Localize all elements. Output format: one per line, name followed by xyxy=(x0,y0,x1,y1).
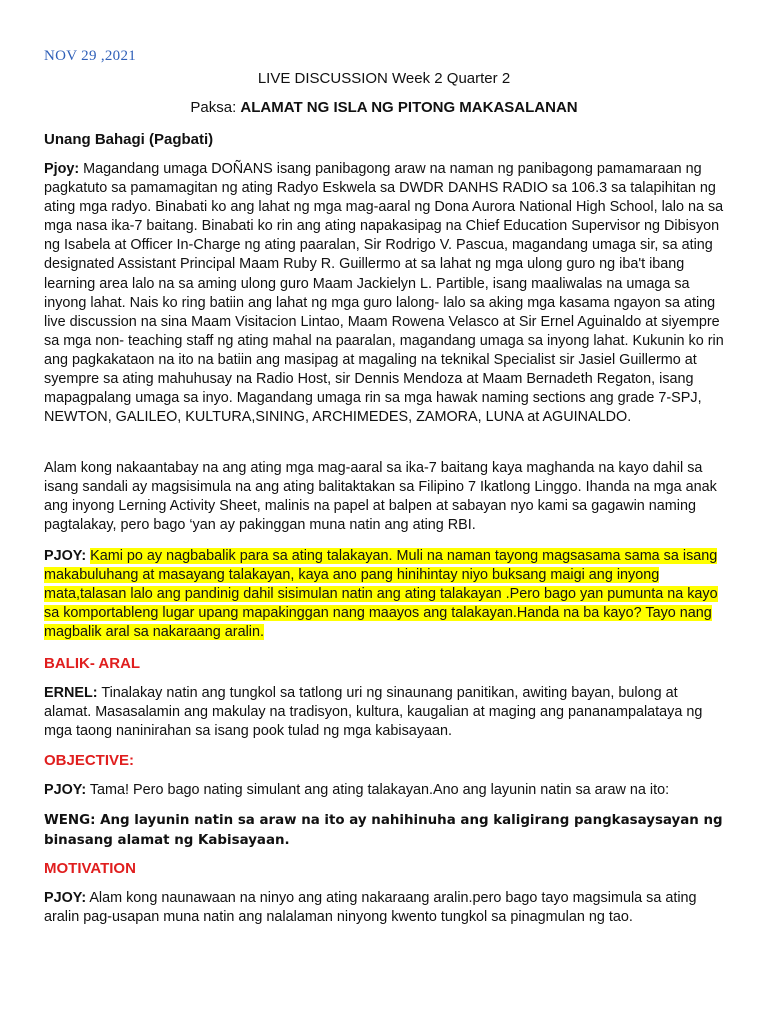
heading-motivation: MOTIVATION xyxy=(44,860,136,877)
paragraph-pjoy-objective xyxy=(44,781,724,800)
paragraph-text: Magandang umaga DOÑANS isang panibagong araw na naman ng panibagong pamamaraan ng pagkatuto sa pamamagitan ng ating Radyo Eskwela sa DWDR DANHS RADIO sa 106.3 sa talapihitan ng ating mga radyo. Binabati ko ang lahat ng mga mag-aaral ng Dona Aurora National High School, lalo na sa mga nasa ika-7 baitang. Binabati ko rin ang ating napakasipag na Chief Education Supervisor ng Dibisyon ng Isabela at Officer In-Charge ng ating paaralan, Sir Rodrigo V. Pascua, magandang umaga sir, sa ating designated Assistant Principal Maam Ruby R. Guillermo at sa lahat ng mga ulong guro ng iba't ibang learning area lalo na sa aming ulong guro Maam Jackielyn L. Partible, isang maaliwalas na umaga sa inyong lahat. Nais ko ring batiin ang lahat ng mga guro lalong- lalo sa aking mga kasama ngayon sa ating live discussion na sina Maam Visitacion Lintao, Maam Rowena Velasco at Sir Ernel Aguinaldo at siyempre sa mga non- teaching staff ng ating mahal na paaralan, magandang umaga sa inyong lahat. Kukunin ko rin ang pagkakataon na ito na batiin ang masipag at magaling na teknikal Specialist sir Jasiel Guillermo at syempre sa ating mahuhusay na Radio Host, sir Dennis Mendoza at Maam Bernadeth Regaton, isang mapagpalang umaga sa inyo. Magandang umaga rin sa mga hawak naming sections ang grade 7-SPJ, NEWTON, GALILEO, KULTURA,SINING, ARCHIMEDES, ZAMORA, LUNA at AGUINALDO. xyxy=(44,161,724,426)
paragraph-ernel xyxy=(44,684,724,741)
topic-line xyxy=(0,99,768,116)
paragraph-pjoy-motivation xyxy=(44,889,724,927)
section-heading-pagbati: Unang Bahagi (Pagbati) xyxy=(44,131,214,148)
document-title: LIVE DISCUSSION Week 2 Quarter 2 xyxy=(257,70,511,87)
topic-label: Paksa: xyxy=(190,99,241,116)
paragraph-pjoy-greeting xyxy=(44,160,724,427)
speaker-label: ERNEL: xyxy=(44,685,98,701)
paragraph-text: Tama! Pero bago nating simulant ang ating talakayan.Ano ang layunin natin sa araw na ito: xyxy=(86,782,670,798)
speaker-label: PJOY: xyxy=(44,548,87,564)
topic-value: ALAMAT NG ISLA NG PITONG MAKASALANAN xyxy=(240,99,578,116)
document-date: NOV 29 ,2021 xyxy=(44,48,137,64)
heading-objective: OBJECTIVE: xyxy=(44,752,135,769)
paragraph-text: Tinalakay natin ang tungkol sa tatlong uri ng sinaunang panitikan, awiting bayan, bulong at alamat. Masasalamin ang makulay na tradisyon, kultura, kaugalian at maging ang pananampalataya ng mga taong naninirahan sa isang pook tulad ng mga kabisayaan. xyxy=(44,685,703,740)
paragraph-pjoy-highlighted xyxy=(44,547,724,642)
speaker-label: PJOY: xyxy=(44,782,87,798)
heading-balik-aral: BALIK- ARAL xyxy=(44,655,141,672)
speaker-label: Pjoy: xyxy=(44,161,80,177)
paragraph-weng-objective: WENG: Ang layunin natin sa araw na ito ay nahihinuha ang kaligirang pangkasaysayan ng binasang alamat ng Kabisayaan. xyxy=(44,813,723,848)
paragraph-text: Alam kong naunawaan na ninyo ang ating nakaraang aralin.pero bago tayo magsimula sa ating aralin pag-usapan muna natin ang nalalaman ninyong kwento tungkol sa pinagmulan ng tao. xyxy=(44,890,697,926)
highlighted-text: Kami po ay nagbabalik para sa ating talakayan. Muli na naman tayong magsasama sama sa isang makabuluhang at masayang talakayan, kaya ano pang hinihintay niyo buksang maigi ang inyong mata,talasan lalo ang pandinig dahil sisimulan natin ang ating talakayan .Pero bago yan pumunta na kayo sa komportableng lugar upang mapakinggan nang maayos ang talakayan.Handa na ba kayo? Tayo nang magbalik aral sa nakaraang aralin. xyxy=(44,548,718,641)
paragraph-intro: Alam kong nakaantabay na ang ating mga mag-aaral sa ika-7 baitang kaya maghanda na kayo dahil sa isang sandali ay magsisimula na ang ating balitaktakan sa Filipino 7 Ikatlong Linggo. Ihanda na mga anak ang inyong Lerning Activity Sheet, malinis na papel at balpen at sabayan nyo kami sa gagawin naming pagtalakay, pero bago ‘yan ay pakinggan muna natin ang ating RBI. xyxy=(44,460,717,534)
speaker-label: PJOY: xyxy=(44,890,87,906)
